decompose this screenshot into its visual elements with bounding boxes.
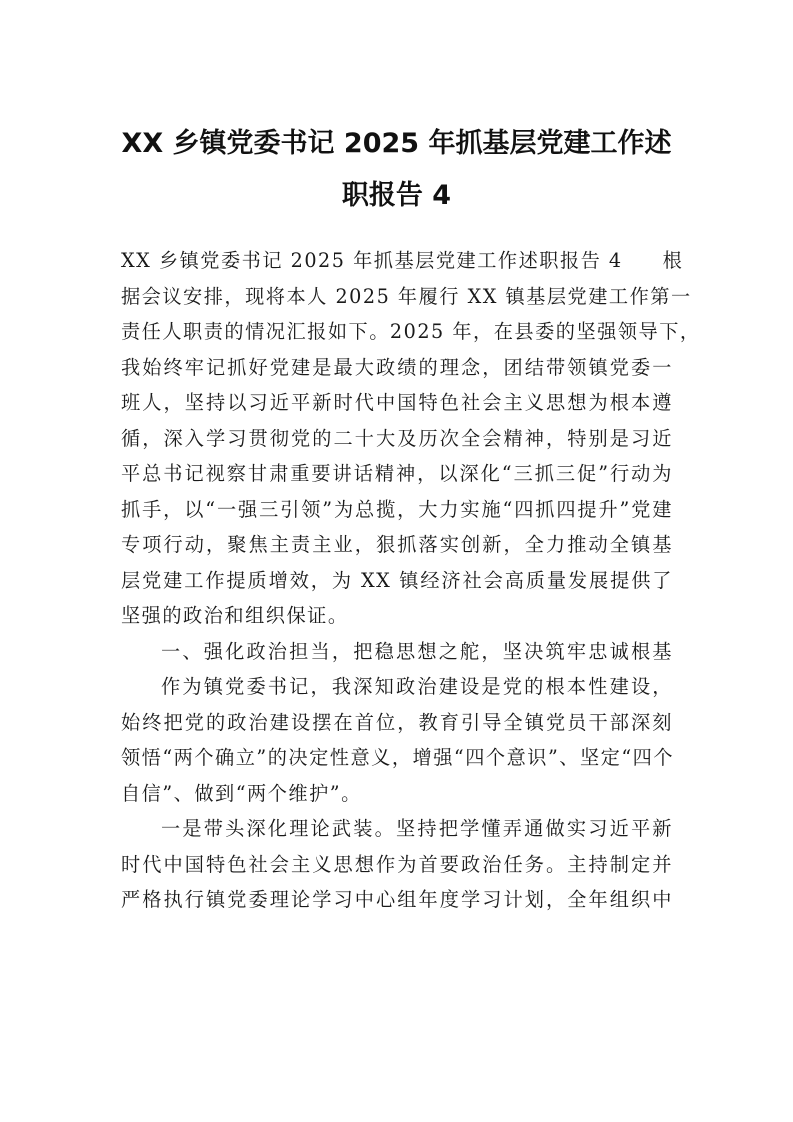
document-title-line-1: XX 乡镇党委书记 2025 年抓基层党建工作述 [121,128,672,159]
body-line [121,385,673,421]
body-line-text: 班人，坚持以习近平新时代中国特色社会主义思想为根本遵 [121,391,673,414]
body-line-text: XX 乡镇党委书记 2025 年抓基层党建工作述职报告 4 [121,249,623,272]
body-line-text: 作为镇党委书记，我深知政治建设是党的根本性建设， [161,675,673,698]
body-line-text: 平总书记视察甘肃重要讲话精神，以深化“三抓三促”行动为 [121,462,673,485]
body-line-text: 层党建工作提质增效，为 XX 镇经济社会高质量发展提供了 [121,568,673,592]
body-line-text: 严格执行镇党委理论学习中心组年度学习计划，全年组织中 [121,888,673,911]
body-line-text: 我始终牢记抓好党建是最大政绩的理念，团结带领镇党委一 [121,355,673,379]
document-body [121,243,701,918]
body-line-text: 始终把党的政治建设摆在首位，教育引导全镇党员干部深刻 [121,710,673,734]
body-line-text: 时代中国特色社会主义思想作为首要政治任务。主持制定并 [121,852,673,876]
body-line [121,314,701,350]
body-line [121,243,684,279]
body-line-text: 一、强化政治担当，把稳思想之舵，坚决筑牢忠诚根基 [161,639,673,663]
body-line-text: 领悟“两个确立”的决定性意义，增强“四个意识”、坚定“四个 [121,746,675,769]
body-line [121,563,673,599]
body-line-text: 循，深入学习贯彻党的二十大及历次全会精神，特别是习近 [121,426,673,450]
body-line-tail: 根 [662,249,684,272]
body-line-text: 专项行动，聚焦主责主业，狠抓落实创新，全力推动全镇基 [121,533,673,556]
body-line [121,811,673,847]
body-line-text: 责任人职责的情况汇报如下。2025 年，在县委的坚强领导下， [121,320,701,343]
body-line-text: 抓手，以“一强三引领”为总揽，大力实施“四抓四提升”党建 [121,497,673,521]
body-line [121,740,673,776]
body-line [121,847,673,883]
body-line [121,421,673,457]
body-line [121,598,673,634]
body-line [121,279,692,315]
body-line [121,669,673,705]
body-line [121,350,673,386]
body-line-text: 坚强的政治和组织保证。 [121,604,349,627]
body-line-text: 自信”、做到“两个维护”。 [121,781,362,805]
body-line [121,776,673,812]
document-title-line-2: 职报告 4 [341,180,452,211]
body-line [121,492,673,528]
body-line-text: 一是带头深化理论武装。坚持把学懂弄通做实习近平新 [161,817,673,840]
body-line [121,527,673,563]
body-line [121,456,673,492]
body-line [121,705,673,741]
body-line [121,882,673,918]
body-line [121,634,673,670]
body-line-text: 据会议安排，现将本人 2025 年履行 XX 镇基层党建工作第一 [121,284,692,308]
